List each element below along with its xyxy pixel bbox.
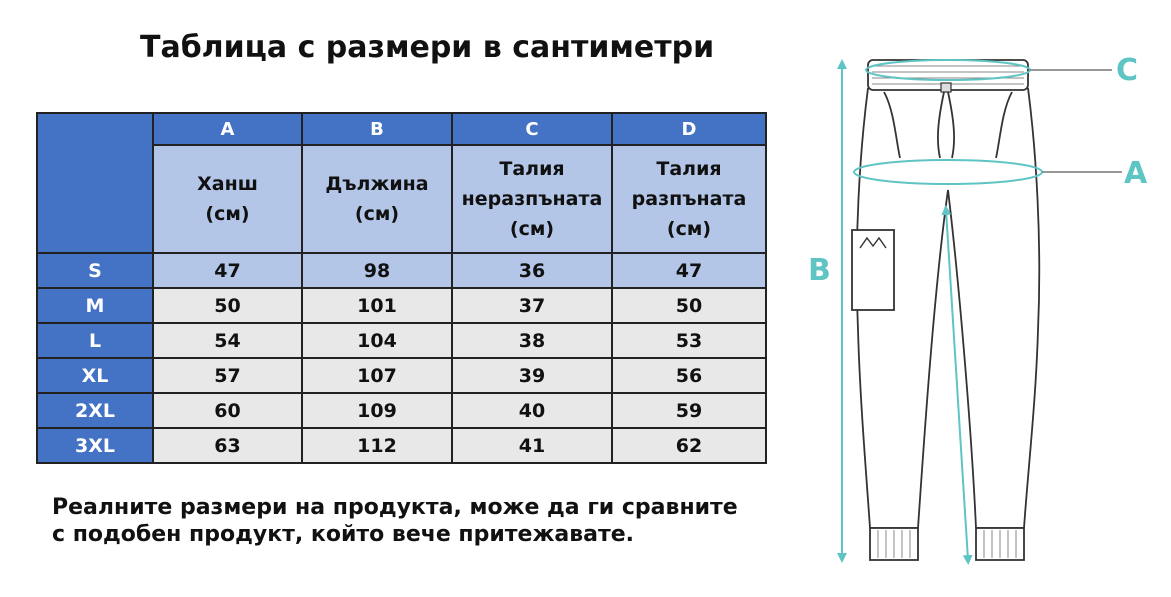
col-desc-b [302, 145, 452, 253]
desc-line: неразпъната [461, 188, 603, 210]
table-cell: 54 [153, 323, 302, 358]
size-label: S [37, 253, 153, 288]
size-label: 3XL [37, 428, 153, 463]
table-cell: 109 [302, 393, 452, 428]
note-line: Реалните размери на продукта, може да ги сравните [52, 495, 738, 520]
label-a: A [1124, 156, 1148, 191]
table-cell: 40 [452, 393, 612, 428]
table-cell: 59 [612, 393, 766, 428]
table-cell: 47 [612, 253, 766, 288]
table-cell: 107 [302, 358, 452, 393]
col-letter-d: D [612, 113, 766, 145]
desc-line: Талия [499, 158, 565, 180]
pants-outline [852, 60, 1039, 560]
table-cell: 39 [452, 358, 612, 393]
size-table [36, 112, 767, 464]
label-c: C [1116, 53, 1139, 88]
note-text [52, 494, 792, 548]
desc-line: Ханш [197, 173, 258, 195]
table-corner [37, 113, 153, 253]
table-row [37, 428, 766, 463]
col-letter-b: B [302, 113, 452, 145]
table-cell: 50 [153, 288, 302, 323]
measure-b [808, 64, 968, 560]
table-row [37, 358, 766, 393]
size-label: M [37, 288, 153, 323]
table-cell: 60 [153, 393, 302, 428]
col-desc-d [612, 145, 766, 253]
col-desc-a [153, 145, 302, 253]
table-cell: 47 [153, 253, 302, 288]
col-letter-a: A [153, 113, 302, 145]
table-cell: 62 [612, 428, 766, 463]
table-cell: 57 [153, 358, 302, 393]
size-label: L [37, 323, 153, 358]
note-line: с подобен продукт, който вече притежавате. [52, 522, 634, 547]
desc-line: (см) [666, 218, 712, 240]
table-cell: 112 [302, 428, 452, 463]
page-title: Таблица с размери в сантиметри [140, 30, 715, 65]
table-cell: 56 [612, 358, 766, 393]
table-cell: 53 [612, 323, 766, 358]
desc-line: (см) [205, 203, 250, 225]
table-cell: 41 [452, 428, 612, 463]
desc-line: (см) [509, 218, 555, 240]
desc-line: разпъната [631, 188, 747, 210]
desc-line: (см) [354, 203, 400, 225]
table-cell: 101 [302, 288, 452, 323]
col-desc-c [452, 145, 612, 253]
table-row [37, 323, 766, 358]
letter-header-row [37, 113, 766, 145]
table-cell: 98 [302, 253, 452, 288]
col-letter-c: C [452, 113, 612, 145]
table-cell: 36 [452, 253, 612, 288]
label-b: B [808, 253, 831, 288]
size-label: 2XL [37, 393, 153, 428]
table-row [37, 288, 766, 323]
table-cell: 50 [612, 288, 766, 323]
desc-line: Дължина [325, 173, 429, 195]
table-cell: 63 [153, 428, 302, 463]
desc-line: Талия [656, 158, 722, 180]
table-cell: 38 [452, 323, 612, 358]
pants-diagram [800, 40, 1170, 580]
size-label: XL [37, 358, 153, 393]
table-cell: 104 [302, 323, 452, 358]
measure-a [854, 156, 1148, 191]
table-row [37, 393, 766, 428]
table-row [37, 253, 766, 288]
table-cell: 37 [452, 288, 612, 323]
